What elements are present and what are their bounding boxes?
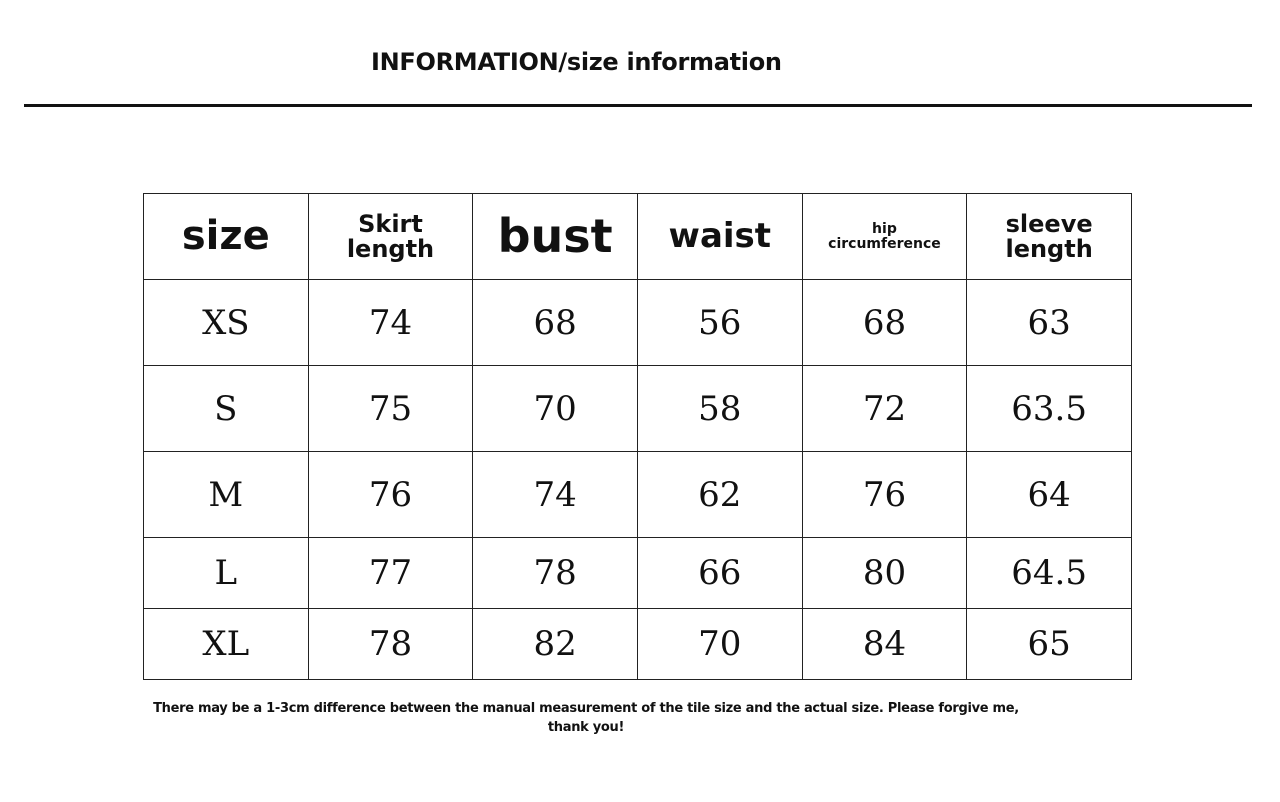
cell-skirt-length: 77 bbox=[308, 538, 473, 609]
cell-hip-circumference: 84 bbox=[802, 609, 967, 680]
cell-skirt-length: 76 bbox=[308, 452, 473, 538]
table-row bbox=[144, 366, 1132, 452]
cell-bust: 68 bbox=[473, 280, 638, 366]
cell-skirt-length: 78 bbox=[308, 609, 473, 680]
header-hip-circumference: hip circumference bbox=[802, 194, 967, 280]
cell-size: XS bbox=[144, 280, 309, 366]
table-row bbox=[144, 280, 1132, 366]
cell-sleeve-length: 64 bbox=[967, 452, 1132, 538]
cell-sleeve-length: 65 bbox=[967, 609, 1132, 680]
cell-waist: 58 bbox=[637, 366, 802, 452]
cell-waist: 56 bbox=[637, 280, 802, 366]
cell-sleeve-length: 64.5 bbox=[967, 538, 1132, 609]
cell-hip-circumference: 80 bbox=[802, 538, 967, 609]
page-title: INFORMATION/size information bbox=[371, 48, 782, 76]
cell-size: M bbox=[144, 452, 309, 538]
cell-size: XL bbox=[144, 609, 309, 680]
table-header-row bbox=[144, 194, 1132, 280]
cell-bust: 70 bbox=[473, 366, 638, 452]
cell-size: S bbox=[144, 366, 309, 452]
table-row bbox=[144, 538, 1132, 609]
cell-hip-circumference: 76 bbox=[802, 452, 967, 538]
cell-skirt-length: 74 bbox=[308, 280, 473, 366]
measurement-disclaimer: There may be a 1-3cm difference between the manual measurement of the tile size and the actual size. Please forgive me, thank you! bbox=[153, 701, 1019, 735]
cell-bust: 82 bbox=[473, 609, 638, 680]
cell-bust: 74 bbox=[473, 452, 638, 538]
cell-hip-circumference: 68 bbox=[802, 280, 967, 366]
cell-bust: 78 bbox=[473, 538, 638, 609]
table-row bbox=[144, 609, 1132, 680]
cell-skirt-length: 75 bbox=[308, 366, 473, 452]
table-row bbox=[144, 452, 1132, 538]
cell-waist: 70 bbox=[637, 609, 802, 680]
header-sleeve-length: sleeve length bbox=[967, 194, 1132, 280]
title-divider bbox=[24, 104, 1252, 107]
header-size: size bbox=[144, 194, 309, 280]
header-skirt-length: Skirt length bbox=[308, 194, 473, 280]
cell-waist: 62 bbox=[637, 452, 802, 538]
header-waist: waist bbox=[637, 194, 802, 280]
size-chart-table bbox=[143, 193, 1132, 680]
cell-size: L bbox=[144, 538, 309, 609]
cell-waist: 66 bbox=[637, 538, 802, 609]
header-bust: bust bbox=[473, 194, 638, 280]
cell-sleeve-length: 63.5 bbox=[967, 366, 1132, 452]
cell-hip-circumference: 72 bbox=[802, 366, 967, 452]
cell-sleeve-length: 63 bbox=[967, 280, 1132, 366]
